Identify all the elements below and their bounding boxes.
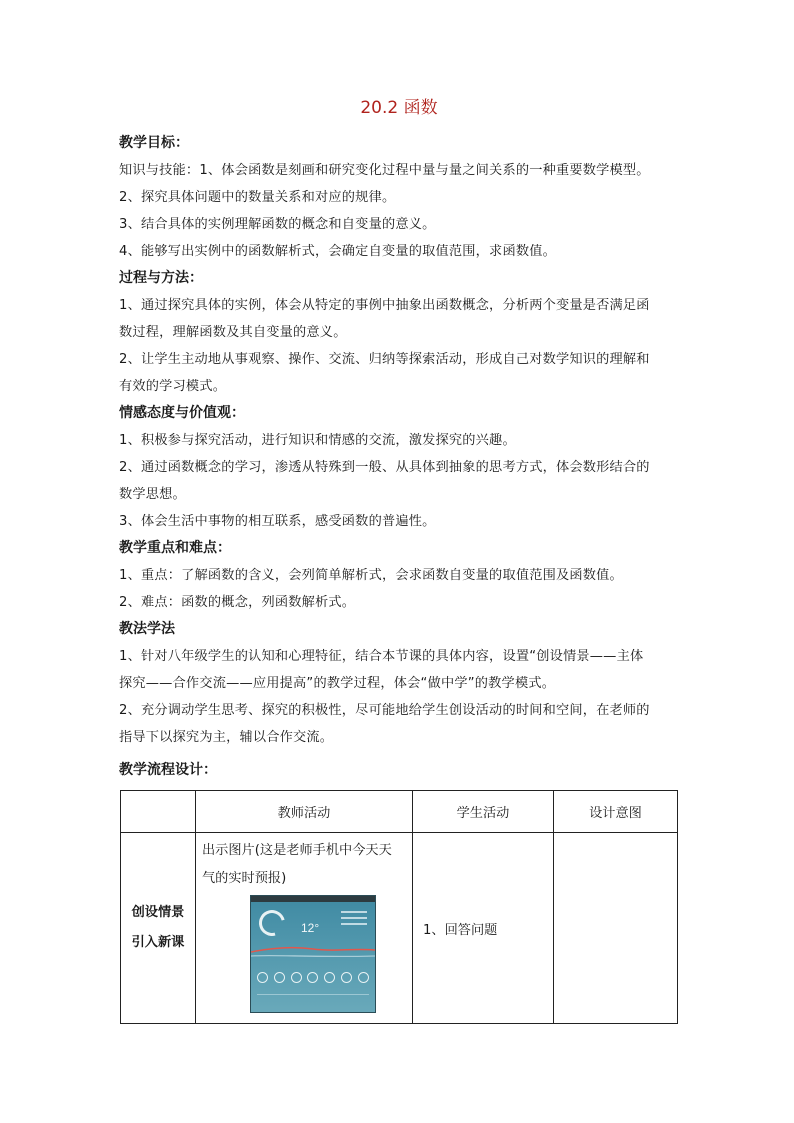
paragraph-line: 2、充分调动学生思考、探究的积极性，尽可能地给学生创设活动的时间和空间，在老师的 (119, 703, 650, 718)
section-heading-flow: 教学流程设计： (119, 762, 217, 778)
temperature-curve (251, 938, 375, 962)
table-header-cell: 教师活动 (196, 791, 413, 833)
section-heading-methods: 教法学法 (119, 621, 175, 637)
paragraph-line: 1、重点：了解函数的含义，会列简单解析式，会求函数自变量的取值范围及函数值。 (119, 568, 623, 583)
paragraph-line: 数过程，理解函数及其自变量的意义。 (119, 325, 347, 340)
design-intent-cell (554, 833, 678, 1024)
table-row (121, 833, 678, 1024)
table-header-cell (121, 791, 196, 833)
paragraph-line: 3、结合具体的实例理解函数的概念和自变量的意义。 (119, 217, 436, 232)
paragraph-line: 数学思想。 (119, 487, 186, 502)
row-label-line: 创设情景 (131, 905, 185, 920)
row-label-cell (121, 833, 196, 1024)
section-heading-process: 过程与方法： (119, 270, 203, 286)
teacher-activity-line: 出示图片(这是老师手机中今天天 (202, 843, 392, 858)
paragraph-line: 4、能够写出实例中的函数解析式，会确定自变量的取值范围，求函数值。 (119, 244, 556, 259)
paragraph-line: 2、通过函数概念的学习，渗透从特殊到一般、从具体到抽象的思考方式，体会数形结合的 (119, 460, 650, 475)
document-page (119, 96, 679, 784)
row-label-line: 引入新课 (131, 935, 185, 950)
phone-footer (257, 994, 369, 1003)
paragraph-line: 2、让学生主动地从事观察、操作、交流、归纳等探索活动，形成自己对数学知识的理解和 (119, 352, 650, 367)
paragraph-line: 1、通过探究具体的实例，体会从特定的事例中抽象出函数概念，分析两个变量是否满足函 (119, 298, 650, 313)
paragraph-line: 3、体会生活中事物的相互联系，感受函数的普遍性。 (119, 514, 436, 529)
paragraph-line: 2、探究具体问题中的数量关系和对应的规律。 (119, 190, 396, 205)
weather-icon (341, 972, 352, 983)
menu-icon (341, 911, 367, 929)
weather-icon (291, 972, 302, 983)
paragraph-line: 有效的学习模式。 (119, 379, 227, 394)
table-header-cell: 设计意图 (554, 791, 678, 833)
weather-icon (307, 972, 318, 983)
section-heading-goals: 教学目标： (119, 135, 189, 151)
paragraph-line: 1、针对八年级学生的认知和心理特征，结合本节课的具体内容，设置“创设情景——主体 (119, 649, 644, 664)
teacher-activity-line: 气的实时预报) (202, 871, 287, 886)
section-heading-attitude: 情感态度与价值观： (119, 405, 245, 421)
document-title: 20.2 函数 (360, 98, 438, 118)
forecast-icons (257, 972, 369, 983)
teacher-activity-cell (196, 833, 413, 1024)
paragraph-line: 知识与技能：1、体会函数是刻画和研究变化过程中量与量之间关系的一种重要数学模型。 (119, 163, 650, 178)
table-header-cell: 学生活动 (413, 791, 554, 833)
paragraph-line: 探究——合作交流——应用提高”的教学过程，体会“做中学”的教学模式。 (119, 676, 556, 691)
weather-forecast-screenshot (250, 895, 376, 1013)
teaching-flow-table (120, 790, 678, 1024)
paragraph-line: 指导下以探究为主，辅以合作交流。 (119, 730, 334, 745)
paragraph-line: 1、积极参与探究活动，进行知识和情感的交流，激发探究的兴趣。 (119, 433, 516, 448)
moon-icon (254, 905, 290, 941)
weather-icon (257, 972, 268, 983)
weather-icon (358, 972, 369, 983)
table-header-row (121, 791, 678, 833)
section-heading-keypoints: 教学重点和难点： (119, 540, 231, 556)
paragraph-line: 2、难点：函数的概念，列函数解析式。 (119, 595, 356, 610)
weather-icon (274, 972, 285, 983)
temperature-readout: 12° (301, 921, 320, 935)
weather-icon (324, 972, 335, 983)
student-activity-cell: 1、回答问题 (413, 833, 554, 1024)
phone-status-bar (251, 896, 375, 902)
